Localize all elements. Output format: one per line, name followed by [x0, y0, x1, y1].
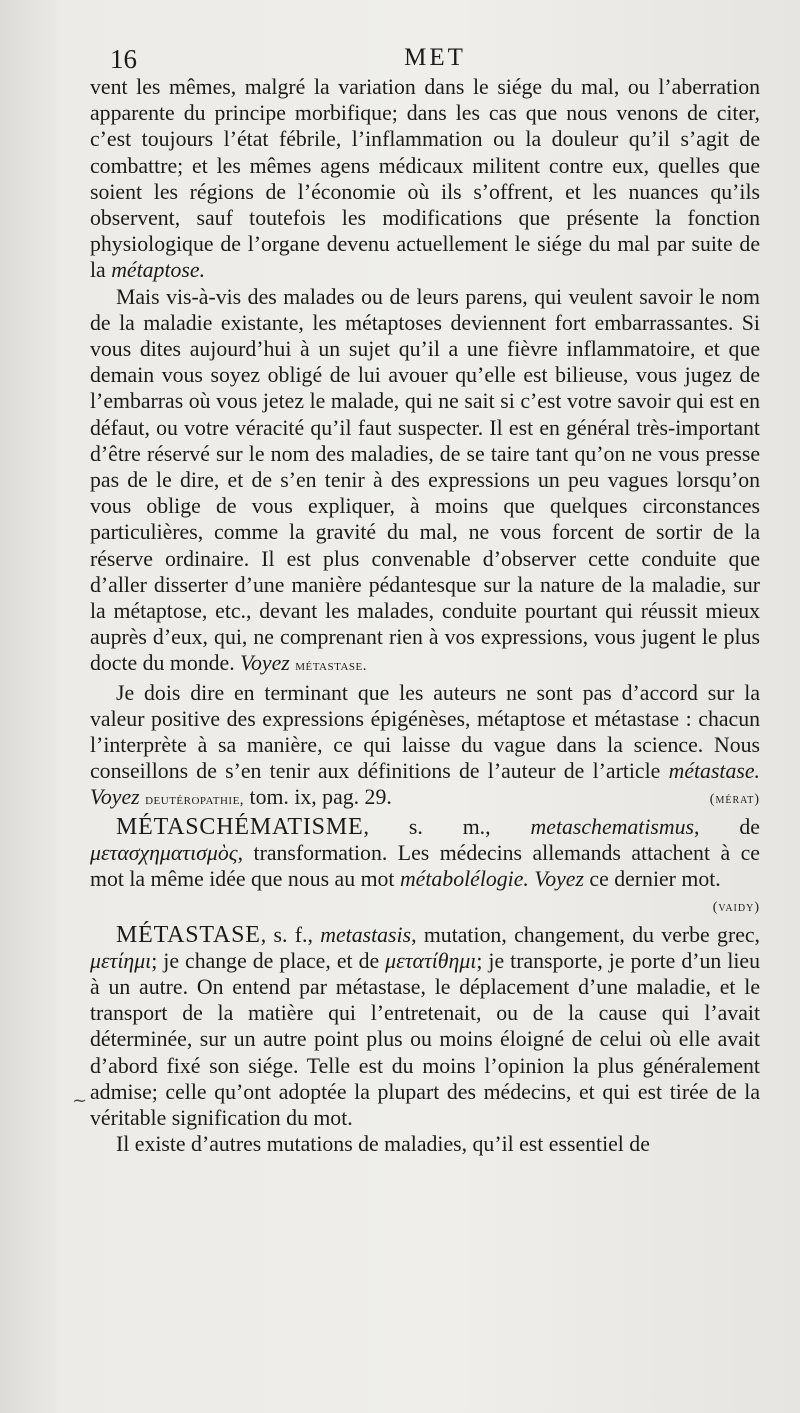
text-run: ce dernier mot. [583, 867, 721, 892]
text-run: ; je transporte, je porte d’un lieu à un autre. On entend par métastase, le déplacement d’une maladie, et le transport de la matière qui l’entretenait, ou de la cause qui l’avait déterminée, sur un autre point plus ou moins éloigné de celui où elle avait d’abord fixé son siége. Telle est du moins l’opinion la plus généralement admise; celle qu’ont adoptée la plupart des médecins, et qui est tirée de la véritable signification du mot. [90, 948, 761, 1130]
text-run: tom. ix, pag. 29. [244, 785, 392, 810]
greek-word: μετατίθημι [385, 948, 477, 973]
italic-text: métastase. [668, 759, 760, 784]
italic-text: Voyez [534, 867, 584, 892]
article-text [90, 74, 760, 1157]
text-run: , transformation. Les médecins allemands attachent à ce mot la même idée que nous au mot [90, 840, 760, 892]
small-caps-text: métastase. [295, 658, 367, 675]
author-signature: (mérat) [709, 792, 760, 808]
paragraph [90, 922, 760, 1132]
text-run: Il existe d’autres mutations de maladies, qu’il est essentiel de [116, 1132, 650, 1157]
text-run: , s. m., [363, 814, 531, 839]
small-caps-text: deutéropathie, [145, 792, 245, 809]
italic-text: Voyez [240, 651, 290, 676]
greek-word: μετίημι [90, 948, 152, 973]
paragraph [90, 284, 760, 680]
text-run: Je dois dire en terminant que les auteurs ne sont pas d’accord sur la valeur positive des expressions épigénèses, métaptose et métastase : chacun l’interprète à sa manière, ce qui laisse du vague dans la science. Nous conseillons de s’en tenir aux définitions de l’auteur de l’article [90, 680, 760, 784]
italic-text: métabolélogie. [399, 867, 529, 892]
running-head: MET [404, 44, 466, 71]
entry-headword: MÉTASCHÉMATISME [116, 813, 364, 840]
italic-text: metaschematismus [530, 814, 694, 839]
greek-word: μετασχηματισμὸς [90, 840, 238, 865]
paragraph [90, 680, 760, 814]
text-run: ; je change de place, et de [151, 948, 386, 973]
page-number: 16 [110, 44, 137, 74]
entry-headword: MÉTASTASE [116, 921, 261, 948]
paragraph [90, 1131, 760, 1157]
margin-mark: ~ [72, 1090, 88, 1111]
text-run: vent les mêmes, malgré la variation dans le siége du mal, ou l’aberration apparente du principe morbifique; dans les cas que nous venons de citer, c’est toujours l’état fébrile, l’inflammation ou la douleur qu’il s’agit de combattre; et les mêmes agens médicaux militent contre eux, quelles que soient les régions de l’économie où ils s’offrent, et les nuances qu’ils observent, sauf toutefois les modifications que présente la fonction physiologique de l’organe devenu actuellement le siége du mal par suite de la [90, 75, 760, 283]
author-signature: (vaidy) [712, 900, 760, 916]
italic-text: metastasis [320, 922, 412, 947]
italic-text: métaptose. [111, 258, 206, 283]
text-run: , s. f., [260, 922, 321, 947]
italic-text: Voyez [90, 785, 140, 810]
paragraph [90, 74, 760, 284]
text-run: Mais vis-à-vis des malades ou de leurs parens, qui veulent savoir le nom de la maladie existante, les métaptoses deviennent fort embarrassantes. Si vous dites aujourd’hui à un sujet qu’il a une fièvre inflammatoire, et que demain vous soyez obligé de lui avouer qu’elle est bilieuse, vous jugez de l’embarras où vous jetez le malade, qui ne sait si c’est votre savoir qui est en défaut, ou votre véracité qu’il faut suspecter. Il est en général très-important d’être réservé sur le nom des maladies, de se taire tant qu’on ne vous presse pas de le dire, et de s’en tenir à des expressions un peu vagues lorsqu’on vous oblige de vous expliquer, à moins que quelques circonstances particulières, comme la gravité du mal, ne vous forcent de sortir de la réserve ordinaire. Il est plus convenable d’observer cette conduite que d’aller disserter d’une manière pédantesque sur la nature de la maladie, sur la métaptose, etc., devant les malades, conduite pourtant qui réussit mieux auprès d’eux, qui, ne comprenant rien à vos expressions, vous jugent le plus docte du monde. [90, 284, 760, 676]
paragraph [90, 814, 760, 922]
text-run: , de [694, 814, 760, 839]
text-run: , mutation, changement, du verbe grec, [411, 922, 761, 947]
